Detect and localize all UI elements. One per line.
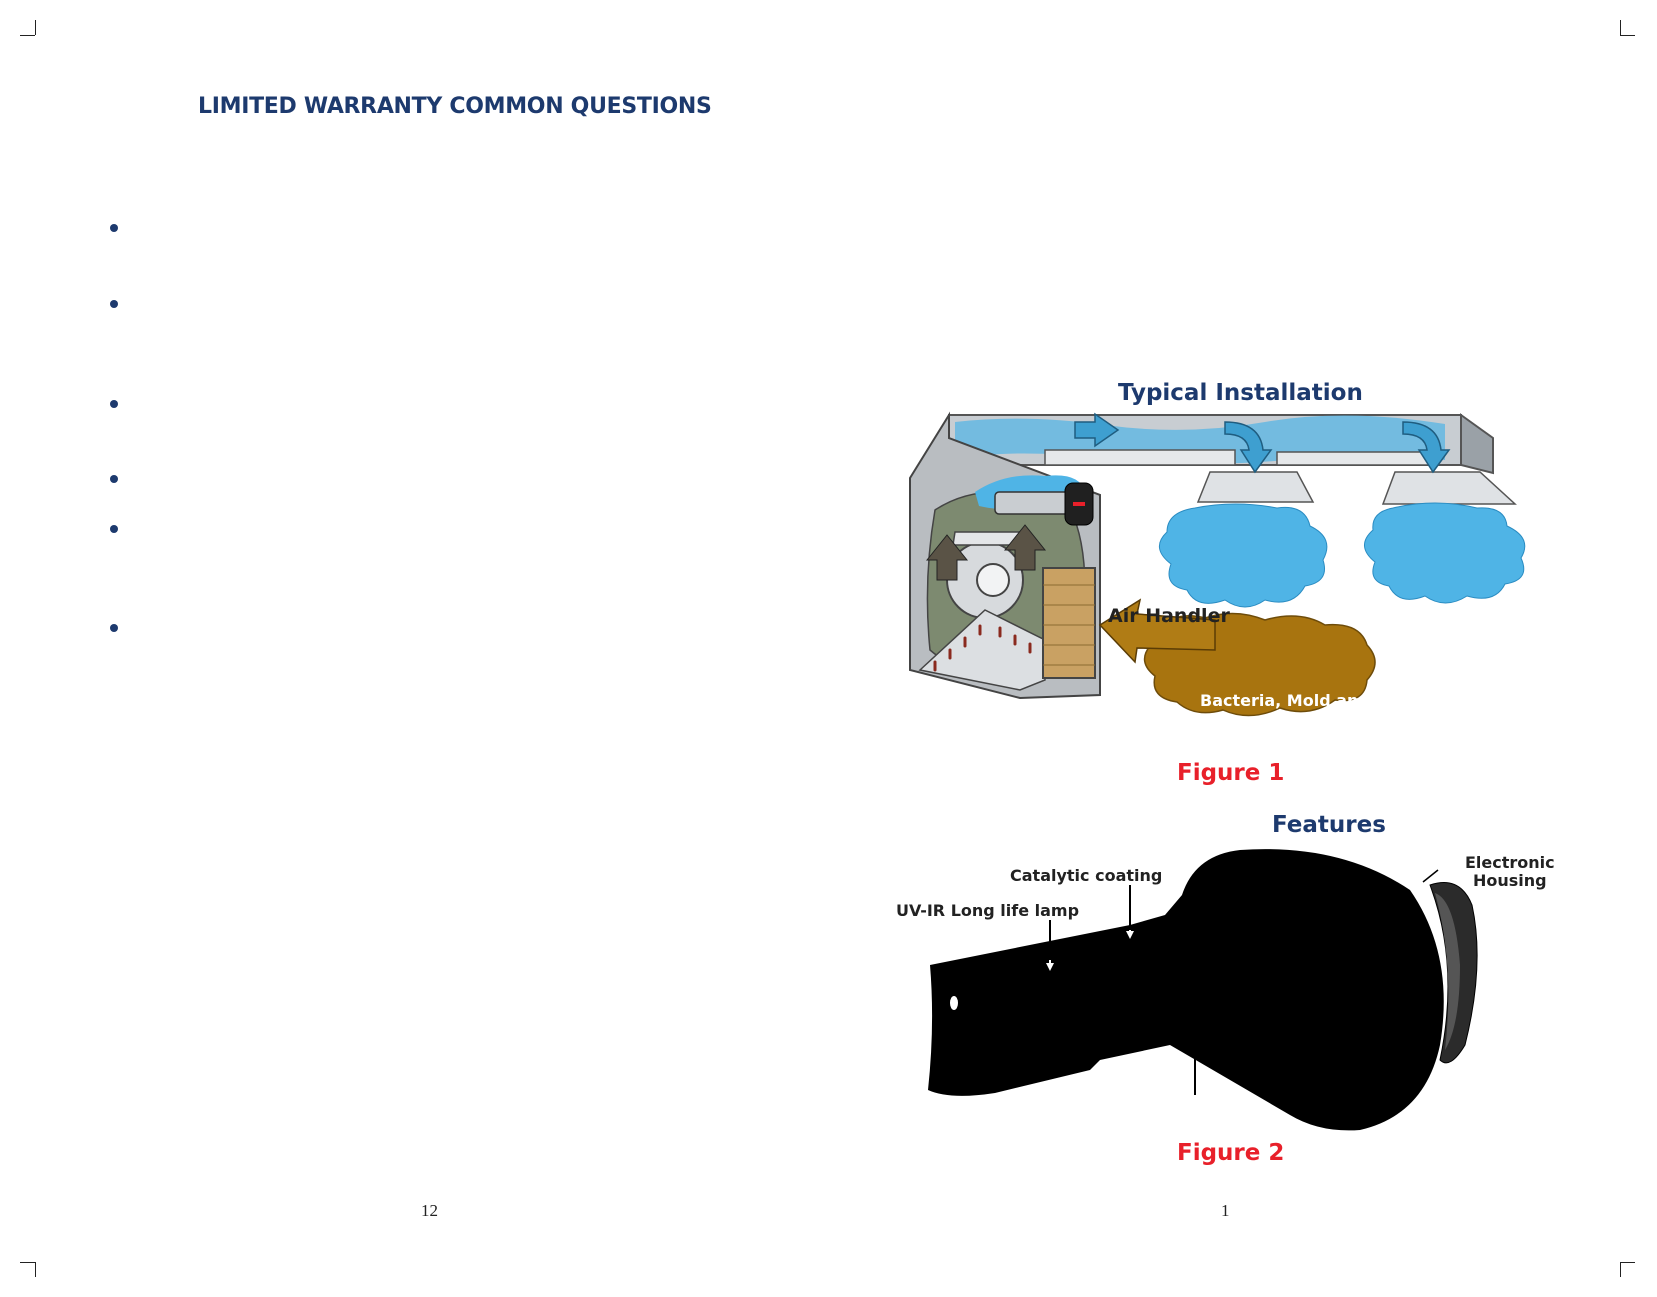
bullet-point (110, 624, 118, 632)
typical-installation-illustration (905, 400, 1545, 770)
uv-lamp-label: UV-IR Long life lamp (896, 901, 1080, 920)
uv-device-tube (995, 492, 1070, 514)
branch-duct-1 (1045, 450, 1235, 465)
bullet-point (110, 300, 118, 308)
crop-mark (20, 1262, 35, 1263)
page-number-right: 1 (1221, 1201, 1230, 1220)
air-handler-label: Air Handler (1108, 605, 1230, 627)
crop-mark (1620, 1262, 1635, 1263)
diffuser-1 (1198, 472, 1313, 502)
figure1-caption: Figure 1 (1177, 760, 1285, 786)
bullet-point (110, 400, 118, 408)
diffuser-2 (1383, 472, 1515, 504)
housing-pointer-line (1423, 870, 1438, 882)
bullet-point (110, 475, 118, 483)
catalytic-coating-label: Catalytic coating (1010, 866, 1163, 885)
bullet-point (110, 224, 118, 232)
label-leader-lines (1030, 880, 1230, 960)
page-number-left: 12 (421, 1201, 438, 1220)
uv-device-indicator (1073, 502, 1085, 506)
electronic-housing-label-line1: Electronic (1465, 853, 1555, 872)
blower-hub (977, 564, 1009, 596)
electronic-housing-label-line2: Housing (1473, 871, 1547, 890)
device-hole (950, 996, 958, 1010)
page-heading: LIMITED WARRANTY COMMON QUESTIONS (198, 94, 712, 119)
crop-mark (35, 1262, 36, 1277)
crop-mark (20, 35, 35, 36)
figure2-title: Features (1272, 812, 1386, 838)
contaminants-label: Bacteria, Mold and Virus (1200, 691, 1422, 710)
crop-mark (35, 20, 36, 35)
figure1-title: Typical Installation (1118, 380, 1363, 406)
duct-end-cap (1461, 415, 1493, 473)
bullet-point (110, 525, 118, 533)
branch-duct-2 (1277, 452, 1430, 465)
features-device-illustration (920, 845, 1540, 1145)
crop-mark (1620, 35, 1635, 36)
figure2-caption: Figure 2 (1177, 1140, 1285, 1166)
clean-air-cloud-1 (1159, 504, 1326, 607)
clean-air-cloud-2 (1364, 503, 1524, 603)
crop-mark (1620, 20, 1621, 35)
crop-mark (1620, 1262, 1621, 1277)
